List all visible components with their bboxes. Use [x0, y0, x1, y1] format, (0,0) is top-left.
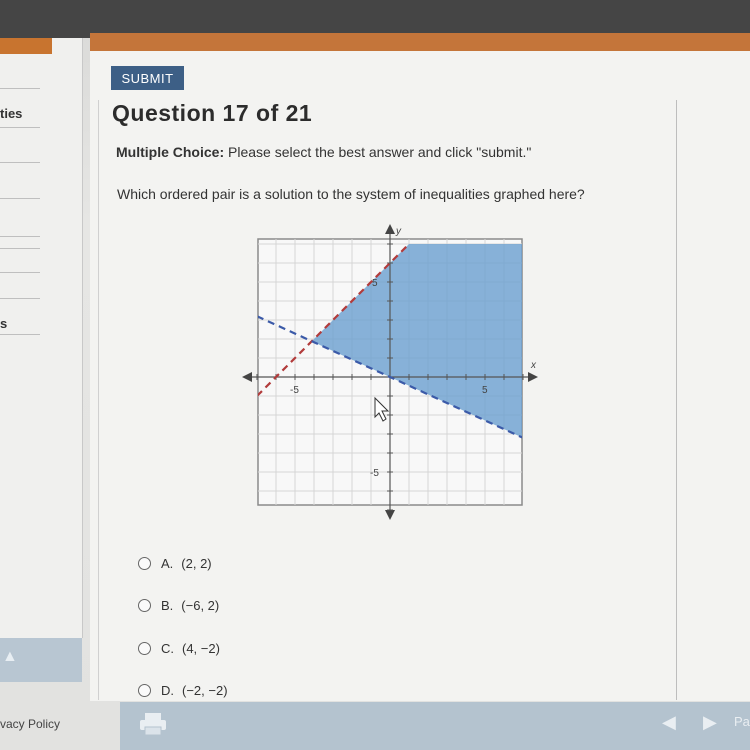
- choice-c[interactable]: [138, 641, 220, 656]
- page-label: Pa: [734, 714, 750, 729]
- radio-button[interactable]: [138, 642, 151, 655]
- question-title: Question 17 of 21: [112, 100, 313, 126]
- choice-value: (4, −2): [182, 641, 220, 656]
- choice-value: (−2, −2): [182, 683, 228, 698]
- choice-letter: D.: [161, 683, 174, 698]
- tick-label-y-neg5: -5: [370, 468, 379, 479]
- up-arrow-icon[interactable]: ▲: [2, 648, 18, 665]
- choice-value: (−6, 2): [181, 598, 220, 613]
- instruction-body: Please select the best answer and click "submit.": [224, 144, 532, 160]
- main-header-bar: [90, 33, 750, 51]
- submit-button[interactable]: SUBMIT: [111, 66, 184, 90]
- sidebar-item-s[interactable]: s: [0, 316, 8, 331]
- radio-button[interactable]: [138, 557, 151, 570]
- sidebar-divider: [0, 298, 40, 299]
- choice-b[interactable]: [138, 598, 219, 613]
- instruction-text: [116, 144, 531, 160]
- left-sidebar: [0, 38, 83, 638]
- radio-button[interactable]: [138, 684, 151, 697]
- print-icon[interactable]: [138, 712, 168, 736]
- inequality-graph: [238, 222, 548, 522]
- y-axis-up-arrow: [385, 224, 395, 234]
- panel-right-rule: [676, 100, 677, 700]
- sidebar-divider: [0, 162, 40, 163]
- sidebar-header-bar: [0, 38, 52, 54]
- sidebar-divider: [0, 127, 40, 128]
- x-axis-label: x: [531, 360, 536, 371]
- choice-letter: C.: [161, 641, 174, 656]
- question-type-label: Multiple Choice:: [116, 144, 225, 160]
- panel-left-rule: [98, 100, 99, 700]
- y-axis-label: y: [396, 226, 401, 237]
- choice-value: (2, 2): [181, 556, 212, 571]
- choice-letter: B.: [161, 598, 174, 613]
- tick-label-x-5: 5: [482, 385, 488, 396]
- bottom-toolbar: [120, 702, 750, 750]
- radio-button[interactable]: [138, 599, 151, 612]
- choice-d[interactable]: [138, 683, 228, 698]
- choice-letter: A.: [161, 556, 174, 571]
- y-axis-down-arrow: [385, 510, 395, 520]
- graph-svg: [238, 222, 548, 522]
- question-prompt: Which ordered pair is a solution to the system of inequalities graphed here?: [117, 186, 585, 202]
- sidebar-divider: [0, 272, 40, 273]
- back-arrow-icon[interactable]: ◀: [662, 712, 676, 732]
- tick-label-y-5: 5: [372, 278, 378, 289]
- forward-arrow-icon[interactable]: ▶: [703, 712, 717, 732]
- sidebar-divider: [0, 236, 40, 237]
- sidebar-item-ties[interactable]: ties: [0, 106, 23, 121]
- sidebar-divider: [0, 88, 40, 89]
- x-axis-right-arrow: [528, 372, 538, 382]
- privacy-policy-link[interactable]: vacy Policy: [0, 717, 61, 731]
- sidebar-divider: [0, 334, 40, 335]
- sidebar-divider: [0, 248, 40, 249]
- choice-a[interactable]: [138, 556, 212, 571]
- tick-label-x-neg5: -5: [290, 385, 299, 396]
- sidebar-divider: [0, 198, 40, 199]
- x-axis-left-arrow: [242, 372, 252, 382]
